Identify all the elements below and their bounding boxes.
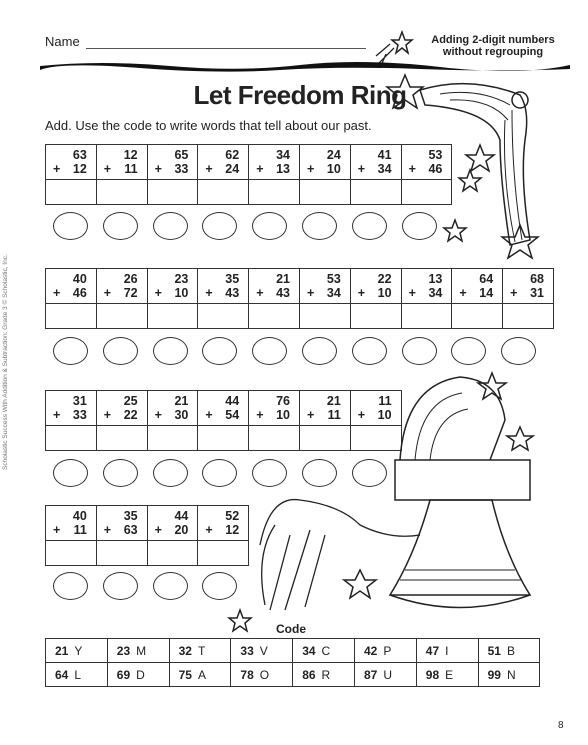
problem-grid (45, 268, 554, 329)
plus-sign: + (408, 286, 416, 300)
letter-circle[interactable] (153, 337, 188, 365)
addend-2: 10 (377, 408, 392, 422)
letter-circle[interactable] (53, 337, 88, 365)
letter-circle[interactable] (103, 459, 138, 487)
name-line[interactable] (86, 48, 366, 49)
letter-circle[interactable] (53, 572, 88, 600)
code-letter: Y (74, 643, 83, 658)
code-letter: N (506, 667, 516, 682)
code-cell (169, 639, 231, 663)
addend-2: 24 (225, 162, 240, 176)
letter-circle[interactable] (402, 337, 437, 365)
plus-sign: + (53, 286, 61, 300)
problem-cell (96, 391, 147, 426)
code-letter: E (445, 667, 454, 682)
addend-1: 25 (123, 394, 138, 408)
problem-cell (299, 269, 350, 304)
plus-sign: + (205, 408, 213, 422)
code-cell (293, 663, 355, 687)
answer-box[interactable] (46, 541, 97, 566)
addend-2: 72 (123, 286, 138, 300)
plus-sign: + (256, 162, 264, 176)
liberty-bell-illustration (230, 365, 550, 635)
code-letter: T (197, 643, 206, 658)
addend-1: 35 (123, 509, 138, 523)
addend-1: 40 (72, 272, 87, 286)
plus-sign: + (357, 286, 366, 300)
problem-cell (503, 269, 554, 304)
code-number: 23 (116, 643, 131, 658)
plus-sign: + (459, 286, 467, 300)
plus-sign: + (306, 162, 315, 176)
code-number: 78 (240, 667, 254, 682)
addend-2: 10 (377, 286, 392, 300)
addend-2: 11 (327, 408, 341, 422)
addend-2: 10 (174, 286, 189, 300)
addend-1: 40 (72, 509, 87, 523)
addend-1: 31 (72, 394, 87, 408)
plus-sign: + (53, 408, 61, 422)
letter-circle[interactable] (302, 337, 337, 365)
plus-sign: + (53, 162, 61, 176)
plus-sign: + (103, 408, 112, 422)
code-letter: A (197, 667, 206, 682)
plus-sign: + (154, 408, 162, 422)
addend-2: 10 (276, 408, 290, 422)
page-number: 8 (558, 720, 564, 731)
name-label: Name (45, 34, 80, 49)
addend-1: 12 (123, 148, 138, 162)
code-cell (478, 663, 540, 687)
letter-circle[interactable] (103, 212, 138, 240)
code-cell (107, 639, 169, 663)
answer-box[interactable] (147, 541, 198, 566)
problem-cell (350, 269, 401, 304)
code-letter: I (445, 643, 449, 658)
code-number: 47 (425, 643, 440, 658)
code-number: 32 (178, 643, 192, 658)
problem-cell (401, 269, 452, 304)
addend-1: 44 (174, 509, 189, 523)
addend-2: 46 (428, 162, 443, 176)
addend-2: 10 (326, 162, 341, 176)
addend-2: 30 (174, 408, 189, 422)
addend-2: 20 (174, 523, 189, 537)
plus-sign: + (103, 162, 112, 176)
code-letter: M (136, 643, 147, 658)
addend-2: 34 (326, 286, 341, 300)
plus-sign: + (154, 286, 162, 300)
addend-2: 11 (124, 162, 138, 176)
code-number: 51 (487, 643, 501, 658)
addend-1: 63 (72, 148, 87, 162)
code-cell (231, 639, 293, 663)
problem-cell (198, 269, 249, 304)
problem-cell (46, 269, 97, 304)
addend-2: 34 (377, 162, 392, 176)
answer-box[interactable] (96, 541, 147, 566)
letter-circle[interactable] (352, 337, 387, 365)
plus-sign: + (306, 408, 315, 422)
answer-box[interactable] (147, 304, 198, 329)
letter-circle[interactable] (501, 337, 536, 365)
answer-box[interactable] (299, 304, 350, 329)
letter-circle[interactable] (53, 459, 88, 487)
addend-1: 23 (174, 272, 189, 286)
plus-sign: + (256, 286, 264, 300)
code-letter: D (136, 667, 145, 682)
code-number: 33 (240, 643, 254, 658)
answer-box[interactable] (401, 304, 452, 329)
plus-sign: + (154, 162, 162, 176)
code-cell (354, 663, 416, 687)
code-number: 86 (302, 667, 316, 682)
addend-2: 33 (72, 408, 87, 422)
code-number: 69 (116, 667, 131, 682)
code-cell (293, 639, 355, 663)
answer-box[interactable] (198, 180, 249, 205)
page-title: Let Freedom Ring (193, 80, 407, 110)
plus-sign: + (103, 523, 112, 537)
addend-1: 64 (479, 272, 494, 286)
plus-sign: + (408, 162, 416, 176)
code-number: 42 (363, 643, 378, 658)
plus-sign: + (53, 523, 61, 537)
addend-1: 35 (225, 272, 240, 286)
code-cell (478, 639, 540, 663)
answer-box[interactable] (96, 180, 147, 205)
answer-box[interactable] (96, 426, 147, 451)
plus-sign: + (357, 408, 366, 422)
code-cell (169, 663, 231, 687)
addend-1: 26 (123, 272, 138, 286)
plus-sign: + (154, 523, 162, 537)
addend-1: 52 (225, 509, 240, 523)
code-cell (107, 663, 169, 687)
plus-sign: + (205, 162, 213, 176)
letter-circle[interactable] (252, 212, 287, 240)
answer-box[interactable] (46, 180, 97, 205)
code-number: 64 (55, 667, 69, 682)
skill-line-2: without regrouping (442, 46, 544, 58)
letter-circle[interactable] (153, 212, 188, 240)
addend-2: 34 (428, 286, 443, 300)
answer-box[interactable] (299, 180, 350, 205)
letter-circle[interactable] (103, 337, 138, 365)
plus-sign: + (205, 523, 213, 537)
addend-1: 11 (378, 394, 392, 408)
problem-cell (147, 269, 198, 304)
letter-circle[interactable] (252, 337, 287, 365)
code-letter: V (259, 643, 268, 658)
code-letter: B (506, 643, 515, 658)
instructions: Add. Use the code to write words that tell about our past. (45, 118, 372, 133)
letter-circle[interactable] (103, 572, 138, 600)
problem-cell (46, 391, 97, 426)
plus-sign: + (205, 286, 213, 300)
problem-cell (96, 506, 147, 541)
side-credit: Scholastic Success With Addition & Subtraction: Grade 3 © Scholastic, Inc. (2, 254, 9, 470)
plus-sign: + (510, 286, 518, 300)
answer-box[interactable] (96, 304, 147, 329)
letter-circle[interactable] (153, 572, 188, 600)
addend-2: 13 (276, 162, 290, 176)
plus-sign: + (357, 162, 366, 176)
answer-box[interactable] (249, 304, 300, 329)
answer-box[interactable] (147, 180, 198, 205)
letter-circle[interactable] (302, 212, 337, 240)
code-cell (354, 639, 416, 663)
problem-cell (249, 269, 300, 304)
code-cell (416, 663, 478, 687)
addend-2: 12 (225, 523, 240, 537)
addend-2: 46 (72, 286, 87, 300)
addend-2: 12 (72, 162, 87, 176)
problem-cell (46, 506, 97, 541)
code-number: 34 (302, 643, 316, 658)
code-number: 98 (425, 667, 440, 682)
addend-1: 68 (530, 272, 544, 286)
addend-1: 22 (377, 272, 392, 286)
letter-circle[interactable] (53, 212, 88, 240)
addend-1: 53 (428, 148, 443, 162)
addend-1: 21 (174, 394, 189, 408)
code-title: Code (276, 622, 306, 636)
code-number: 99 (487, 667, 501, 682)
answer-box[interactable] (147, 426, 198, 451)
code-number: 75 (178, 667, 192, 682)
answer-box[interactable] (198, 304, 249, 329)
addend-2: 43 (276, 286, 290, 300)
letter-circle[interactable] (202, 337, 237, 365)
addend-2: 14 (479, 286, 494, 300)
plus-sign: + (306, 286, 315, 300)
addend-2: 31 (530, 286, 544, 300)
code-letter: O (259, 667, 270, 682)
addend-1: 41 (377, 148, 392, 162)
addend-1: 21 (276, 272, 290, 286)
addend-2: 43 (225, 286, 240, 300)
answer-box[interactable] (46, 426, 97, 451)
code-cell (46, 663, 108, 687)
addend-1: 53 (326, 272, 341, 286)
plus-sign: + (256, 408, 264, 422)
skill-label (418, 34, 568, 58)
code-cell (231, 663, 293, 687)
code-letter: U (383, 667, 393, 682)
problem-cell (452, 269, 503, 304)
addend-1: 76 (276, 394, 290, 408)
addend-2: 22 (123, 408, 138, 422)
code-table (45, 638, 540, 687)
addend-1: 21 (326, 394, 341, 408)
addend-1: 34 (276, 148, 290, 162)
answer-box[interactable] (503, 304, 554, 329)
code-letter: R (321, 667, 331, 682)
problem-cell (147, 391, 198, 426)
problem-cell (299, 145, 350, 180)
code-cell (46, 639, 108, 663)
problem-cell (96, 145, 147, 180)
problem-cell (46, 145, 97, 180)
addend-1: 24 (326, 148, 341, 162)
code-number: 87 (363, 667, 378, 682)
skill-line-1: Adding 2-digit numbers (431, 34, 555, 46)
answer-box[interactable] (249, 180, 300, 205)
code-cell (416, 639, 478, 663)
problem-grid (45, 505, 249, 566)
addend-2: 33 (174, 162, 189, 176)
addend-2: 11 (73, 523, 87, 537)
problem-cell (249, 145, 300, 180)
letter-circle[interactable] (451, 337, 486, 365)
code-letter: C (321, 643, 331, 658)
code-letter: P (383, 643, 392, 658)
problem-cell (96, 269, 147, 304)
problem-cell (198, 145, 249, 180)
problem-cell (147, 145, 198, 180)
code-letter: L (74, 667, 82, 682)
problem-cell (147, 506, 198, 541)
plus-sign: + (103, 286, 112, 300)
addend-1: 13 (428, 272, 443, 286)
answer-box[interactable] (452, 304, 503, 329)
addend-2: 54 (225, 408, 240, 422)
bunting-illustration (377, 70, 580, 270)
answer-box[interactable] (350, 304, 401, 329)
addend-1: 62 (225, 148, 240, 162)
letter-circle[interactable] (153, 459, 188, 487)
addend-1: 65 (174, 148, 189, 162)
answer-box[interactable] (46, 304, 97, 329)
addend-1: 44 (225, 394, 240, 408)
addend-2: 63 (123, 523, 138, 537)
code-number: 21 (55, 643, 69, 658)
letter-circle[interactable] (202, 212, 237, 240)
